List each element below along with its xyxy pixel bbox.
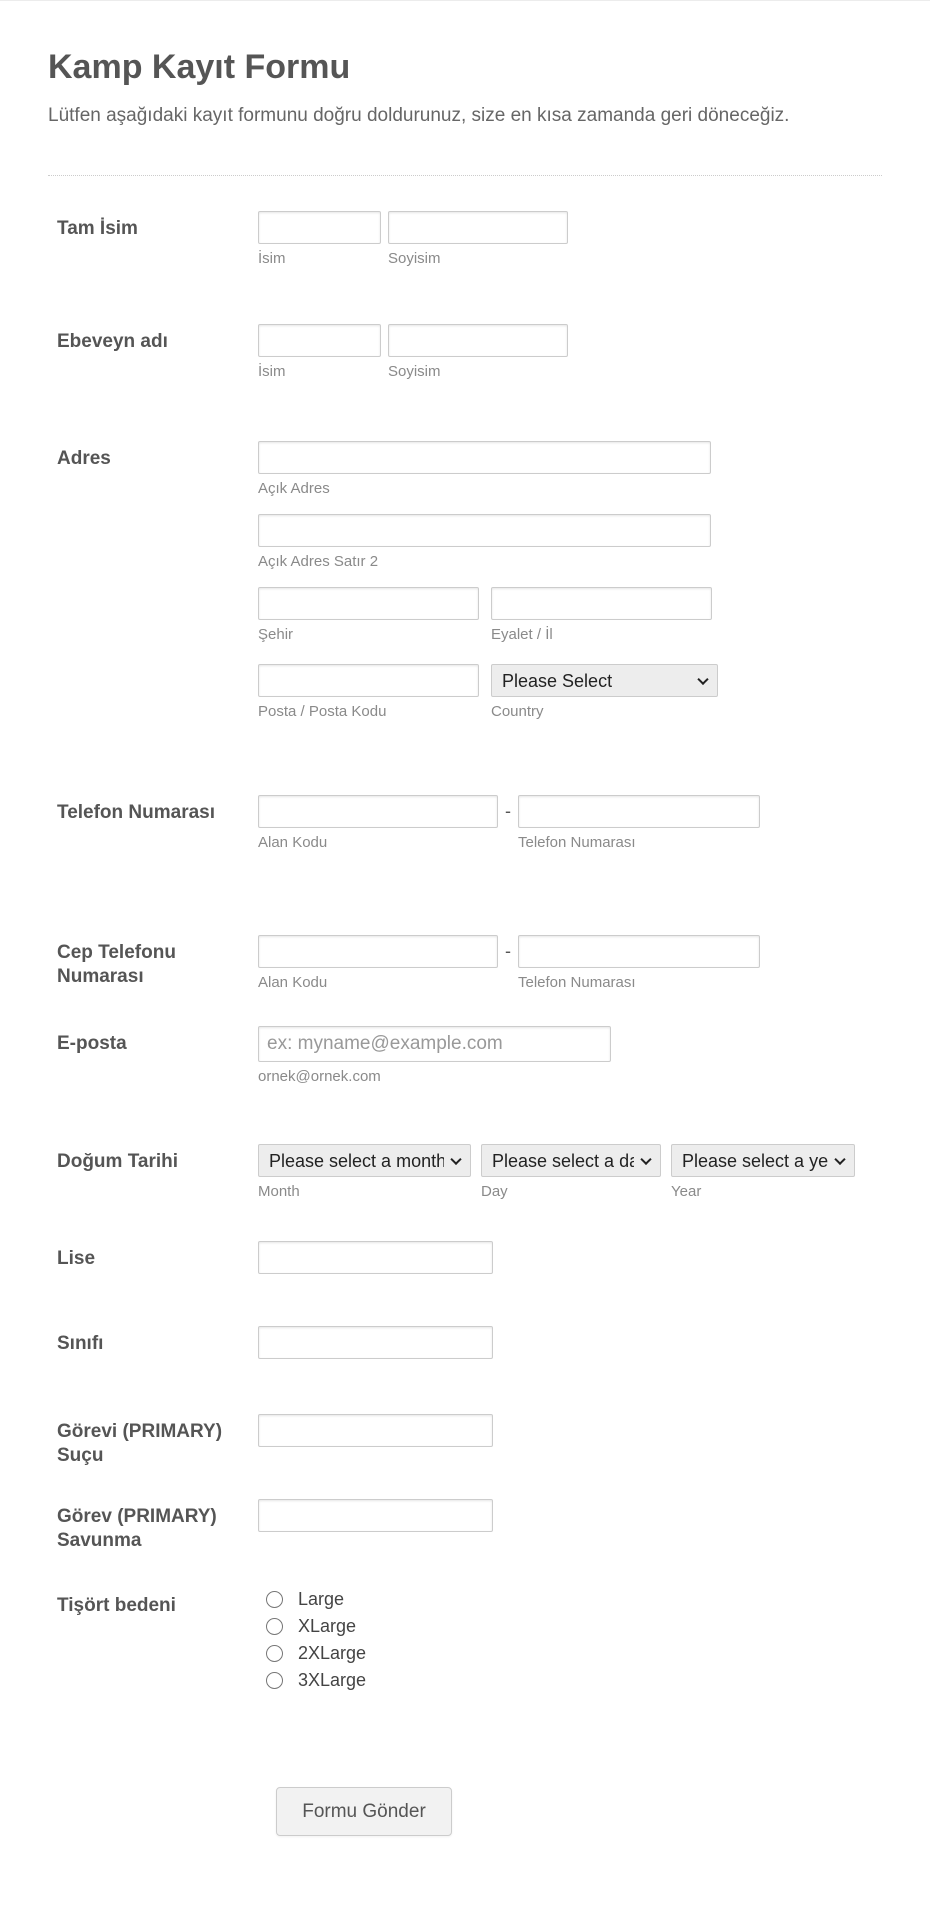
birth-month-select[interactable] — [258, 1144, 471, 1177]
address-line1-input[interactable] — [258, 441, 711, 474]
phone-area-sublabel: Alan Kodu — [258, 834, 328, 851]
parent-name-label: Ebeveyn adı — [57, 331, 168, 352]
field-high-school — [48, 1241, 882, 1274]
full-name-first-sublabel: İsim — [258, 250, 286, 267]
address-postal-input[interactable] — [258, 664, 479, 697]
field-parent-name — [48, 324, 882, 381]
full-name-label: Tam İsim — [57, 218, 138, 239]
field-role-offense — [48, 1414, 882, 1468]
submit-row — [48, 1787, 882, 1836]
full-name-last-input[interactable] — [388, 211, 568, 244]
radio-button-icon[interactable] — [266, 1645, 283, 1662]
address-postal-sublabel: Posta / Posta Kodu — [258, 703, 387, 720]
tshirt-option-large[interactable] — [258, 1588, 882, 1610]
field-role-defense — [48, 1499, 882, 1553]
birth-date-label: Doğum Tarihi — [57, 1151, 179, 1172]
tshirt-option-label: 3XLarge — [298, 1670, 367, 1690]
role-offense-input[interactable] — [258, 1414, 493, 1447]
parent-name-first-sublabel: İsim — [258, 363, 286, 380]
mobile-separator: - — [505, 941, 511, 961]
address-state-input[interactable] — [491, 587, 712, 620]
email-input[interactable] — [258, 1026, 611, 1062]
high-school-label: Lise — [57, 1248, 96, 1269]
address-line1-sublabel: Açık Adres — [258, 480, 330, 497]
field-address — [48, 441, 882, 721]
birth-day-sublabel: Day — [481, 1183, 508, 1200]
birth-year-select[interactable] — [671, 1144, 855, 1177]
tshirt-option-2xlarge[interactable] — [258, 1642, 882, 1664]
mobile-number-input[interactable] — [518, 935, 760, 968]
header-divider — [48, 175, 882, 176]
email-label: E-posta — [57, 1033, 127, 1054]
field-birth-date — [48, 1144, 882, 1201]
parent-name-last-input[interactable] — [388, 324, 568, 357]
mobile-area-input[interactable] — [258, 935, 498, 968]
form-title: Kamp Kayıt Formu — [48, 48, 351, 86]
full-name-last-sublabel: Soyisim — [388, 250, 441, 267]
mobile-phone-label: Cep Telefonu Numarası — [57, 942, 176, 987]
role-defense-input[interactable] — [258, 1499, 493, 1532]
address-city-input[interactable] — [258, 587, 479, 620]
address-state-sublabel: Eyalet / İl — [491, 626, 553, 643]
submit-button[interactable]: Formu Gönder — [276, 1787, 452, 1836]
phone-label: Telefon Numarası — [57, 802, 216, 823]
mobile-number-sublabel: Telefon Numarası — [518, 974, 636, 991]
parent-name-first-input[interactable] — [258, 324, 381, 357]
role-defense-label: Görev (PRIMARY) Savunma — [57, 1506, 217, 1551]
address-label: Adres — [57, 448, 111, 469]
phone-number-input[interactable] — [518, 795, 760, 828]
grade-label: Sınıfı — [57, 1333, 104, 1354]
birth-day-select[interactable] — [481, 1144, 661, 1177]
field-tshirt-size — [48, 1588, 882, 1696]
parent-name-last-sublabel: Soyisim — [388, 363, 441, 380]
phone-separator: - — [505, 801, 511, 821]
birth-year-sublabel: Year — [671, 1183, 702, 1200]
field-mobile-phone — [48, 935, 882, 992]
mobile-area-sublabel: Alan Kodu — [258, 974, 328, 991]
radio-button-icon[interactable] — [266, 1618, 283, 1635]
tshirt-option-xlarge[interactable] — [258, 1615, 882, 1637]
address-city-sublabel: Şehir — [258, 626, 294, 643]
field-grade — [48, 1326, 882, 1359]
grade-input[interactable] — [258, 1326, 493, 1359]
high-school-input[interactable] — [258, 1241, 493, 1274]
address-country-sublabel: Country — [491, 703, 544, 720]
field-full-name — [48, 211, 882, 268]
phone-area-input[interactable] — [258, 795, 498, 828]
tshirt-option-label: XLarge — [298, 1616, 357, 1636]
birth-month-sublabel: Month — [258, 1183, 300, 1200]
tshirt-option-label: Large — [298, 1589, 345, 1609]
address-line2-input[interactable] — [258, 514, 711, 547]
address-line2-sublabel: Açık Adres Satır 2 — [258, 553, 379, 570]
tshirt-option-label: 2XLarge — [298, 1643, 367, 1663]
phone-number-sublabel: Telefon Numarası — [518, 834, 636, 851]
role-offense-label: Görevi (PRIMARY) Suçu — [57, 1421, 223, 1466]
field-email — [48, 1026, 882, 1086]
tshirt-size-label: Tişört bedeni — [57, 1595, 176, 1616]
field-phone — [48, 795, 882, 852]
country-select[interactable] — [491, 664, 718, 697]
full-name-first-input[interactable] — [258, 211, 381, 244]
tshirt-option-3xlarge[interactable] — [258, 1669, 882, 1691]
radio-button-icon[interactable] — [266, 1591, 283, 1608]
form-subtitle: Lütfen aşağıdaki kayıt formunu doğru doldurunuz, size en kısa zamanda geri döneceğiz. — [48, 105, 790, 126]
email-sublabel: ornek@ornek.com — [258, 1068, 381, 1085]
radio-button-icon[interactable] — [266, 1672, 283, 1689]
